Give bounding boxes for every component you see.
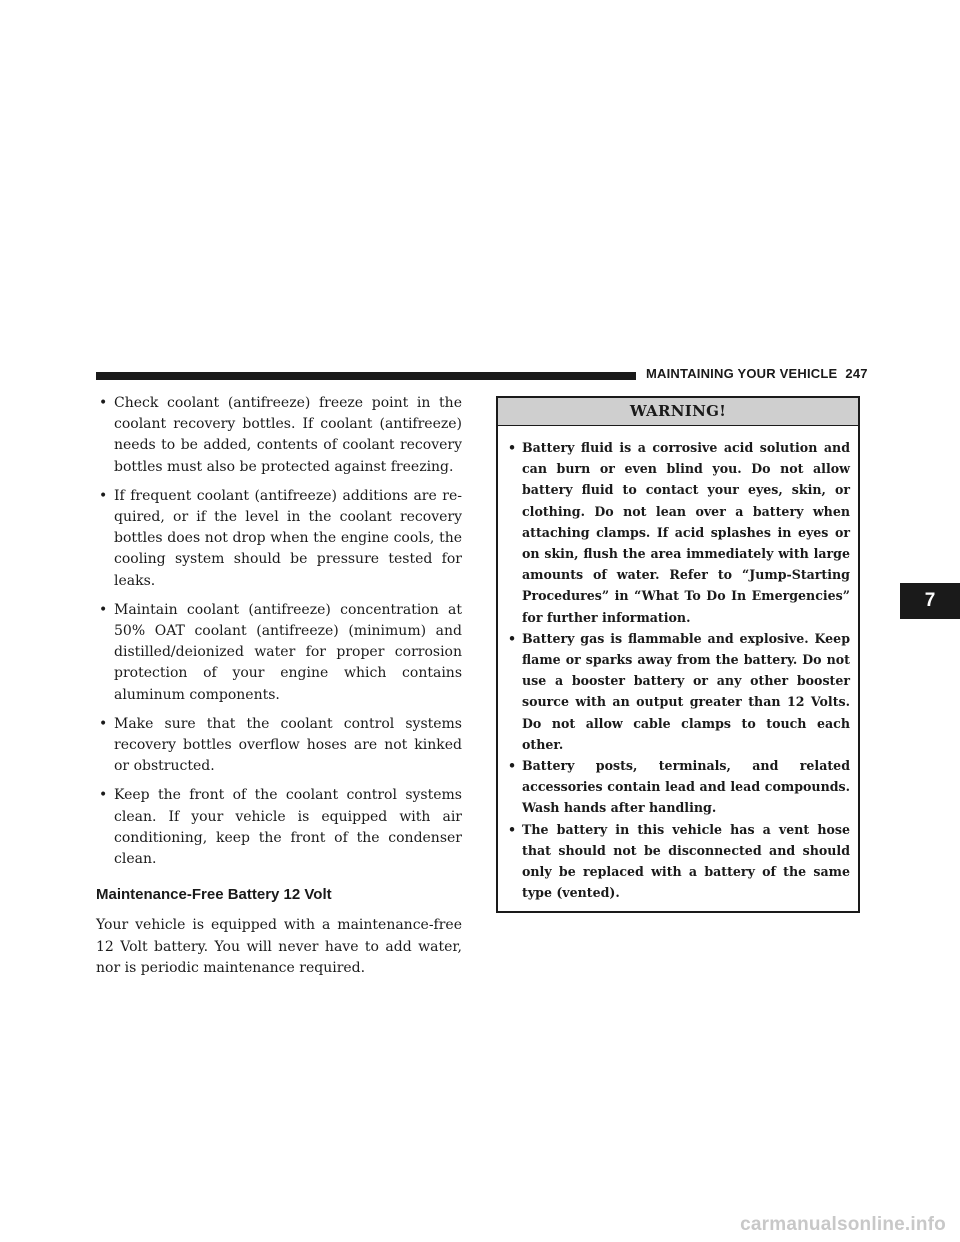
bullet-icon: • xyxy=(508,821,517,837)
warning-title: WARNING! xyxy=(498,398,858,426)
warning-item xyxy=(508,755,850,819)
list-item xyxy=(96,714,462,778)
warning-item-text: Battery fluid is a corrosive acid solution and can burn or even blind you. Do not allow battery fluid to contact your eyes, skin, or clothing. Do not lean over a battery when attaching clamps. If acid splashes in eyes or on skin, flush the area immediately with large amounts of water. Refer to “Jump-Starting Procedures” in “What To Do In Emergencies” for further information. xyxy=(522,440,850,625)
section-heading: Maintenance-Free Battery 12 Volt xyxy=(96,886,332,904)
warning-item xyxy=(508,437,850,628)
battery-paragraph: Your vehicle is equipped with a maintenance-free 12 Volt battery. You will never have to add water, nor is periodic maintenance required. xyxy=(96,917,462,976)
bullet-icon: • xyxy=(99,395,108,411)
warning-item-text: The battery in this vehicle has a vent hose that should not be disconnected and should only be replaced with a battery of the same type (vented). xyxy=(522,821,850,901)
list-item-text: Check coolant (antifreeze) freeze point in the coolant recovery bottles. If coolant (antifreeze) needs to be added, contents of coolant recovery bottles must also be protected against freezing. xyxy=(114,395,462,475)
chapter-tab: 7 xyxy=(900,583,960,619)
warning-box xyxy=(496,396,860,913)
bullet-icon: • xyxy=(508,758,517,774)
bullet-icon: • xyxy=(99,601,108,618)
list-item xyxy=(96,393,462,478)
list-item-text: If frequent coolant (antifreeze) additions are re-quired, or if the level in the coolant recovery bottles does not drop when the engine cools, the cooling system should be pressure tested for leaks. xyxy=(114,487,462,589)
list-item xyxy=(96,486,462,592)
list-item-text: Keep the front of the coolant control systems clean. If your vehicle is equipped with air conditioning, keep the front of the condenser clean. xyxy=(114,787,462,868)
coolant-bullet-list xyxy=(96,393,462,870)
warning-item xyxy=(508,819,850,904)
list-item-text: Maintain coolant (antifreeze) concentration at 50% OAT coolant (antifreeze) (minimum) and distilled/deionized water for proper corrosion protection of your engine which contains aluminum components. xyxy=(114,601,462,703)
running-header xyxy=(646,366,868,381)
warning-item-text: Battery gas is flammable and explosive. Keep flame or sparks away from the battery. Do not use a booster battery or any other booster source with an output greater than 12 Volts. Do not allow cable clamps to touch each other. xyxy=(522,630,850,752)
list-item-text: Make sure that the coolant control systems recovery bottles overflow hoses are not kinked or obstructed. xyxy=(114,715,462,775)
list-item xyxy=(96,785,462,870)
header-rule xyxy=(96,372,636,380)
list-item xyxy=(96,600,462,706)
bullet-icon: • xyxy=(508,440,517,455)
left-column xyxy=(96,393,462,979)
warning-body xyxy=(498,426,858,911)
bullet-icon: • xyxy=(99,787,108,804)
bullet-icon: • xyxy=(99,487,108,504)
warning-item-text: Battery posts, terminals, and related accessories contain lead and lead compounds. Wash hands after handling. xyxy=(522,758,850,816)
bullet-icon: • xyxy=(508,630,517,646)
bullet-icon: • xyxy=(99,715,108,732)
section-title: MAINTAINING YOUR VEHICLE xyxy=(646,366,838,381)
warning-list xyxy=(508,437,850,903)
page-number: 247 xyxy=(845,366,868,381)
warning-item xyxy=(508,628,850,755)
watermark: carmanualsonline.info xyxy=(740,1214,946,1235)
